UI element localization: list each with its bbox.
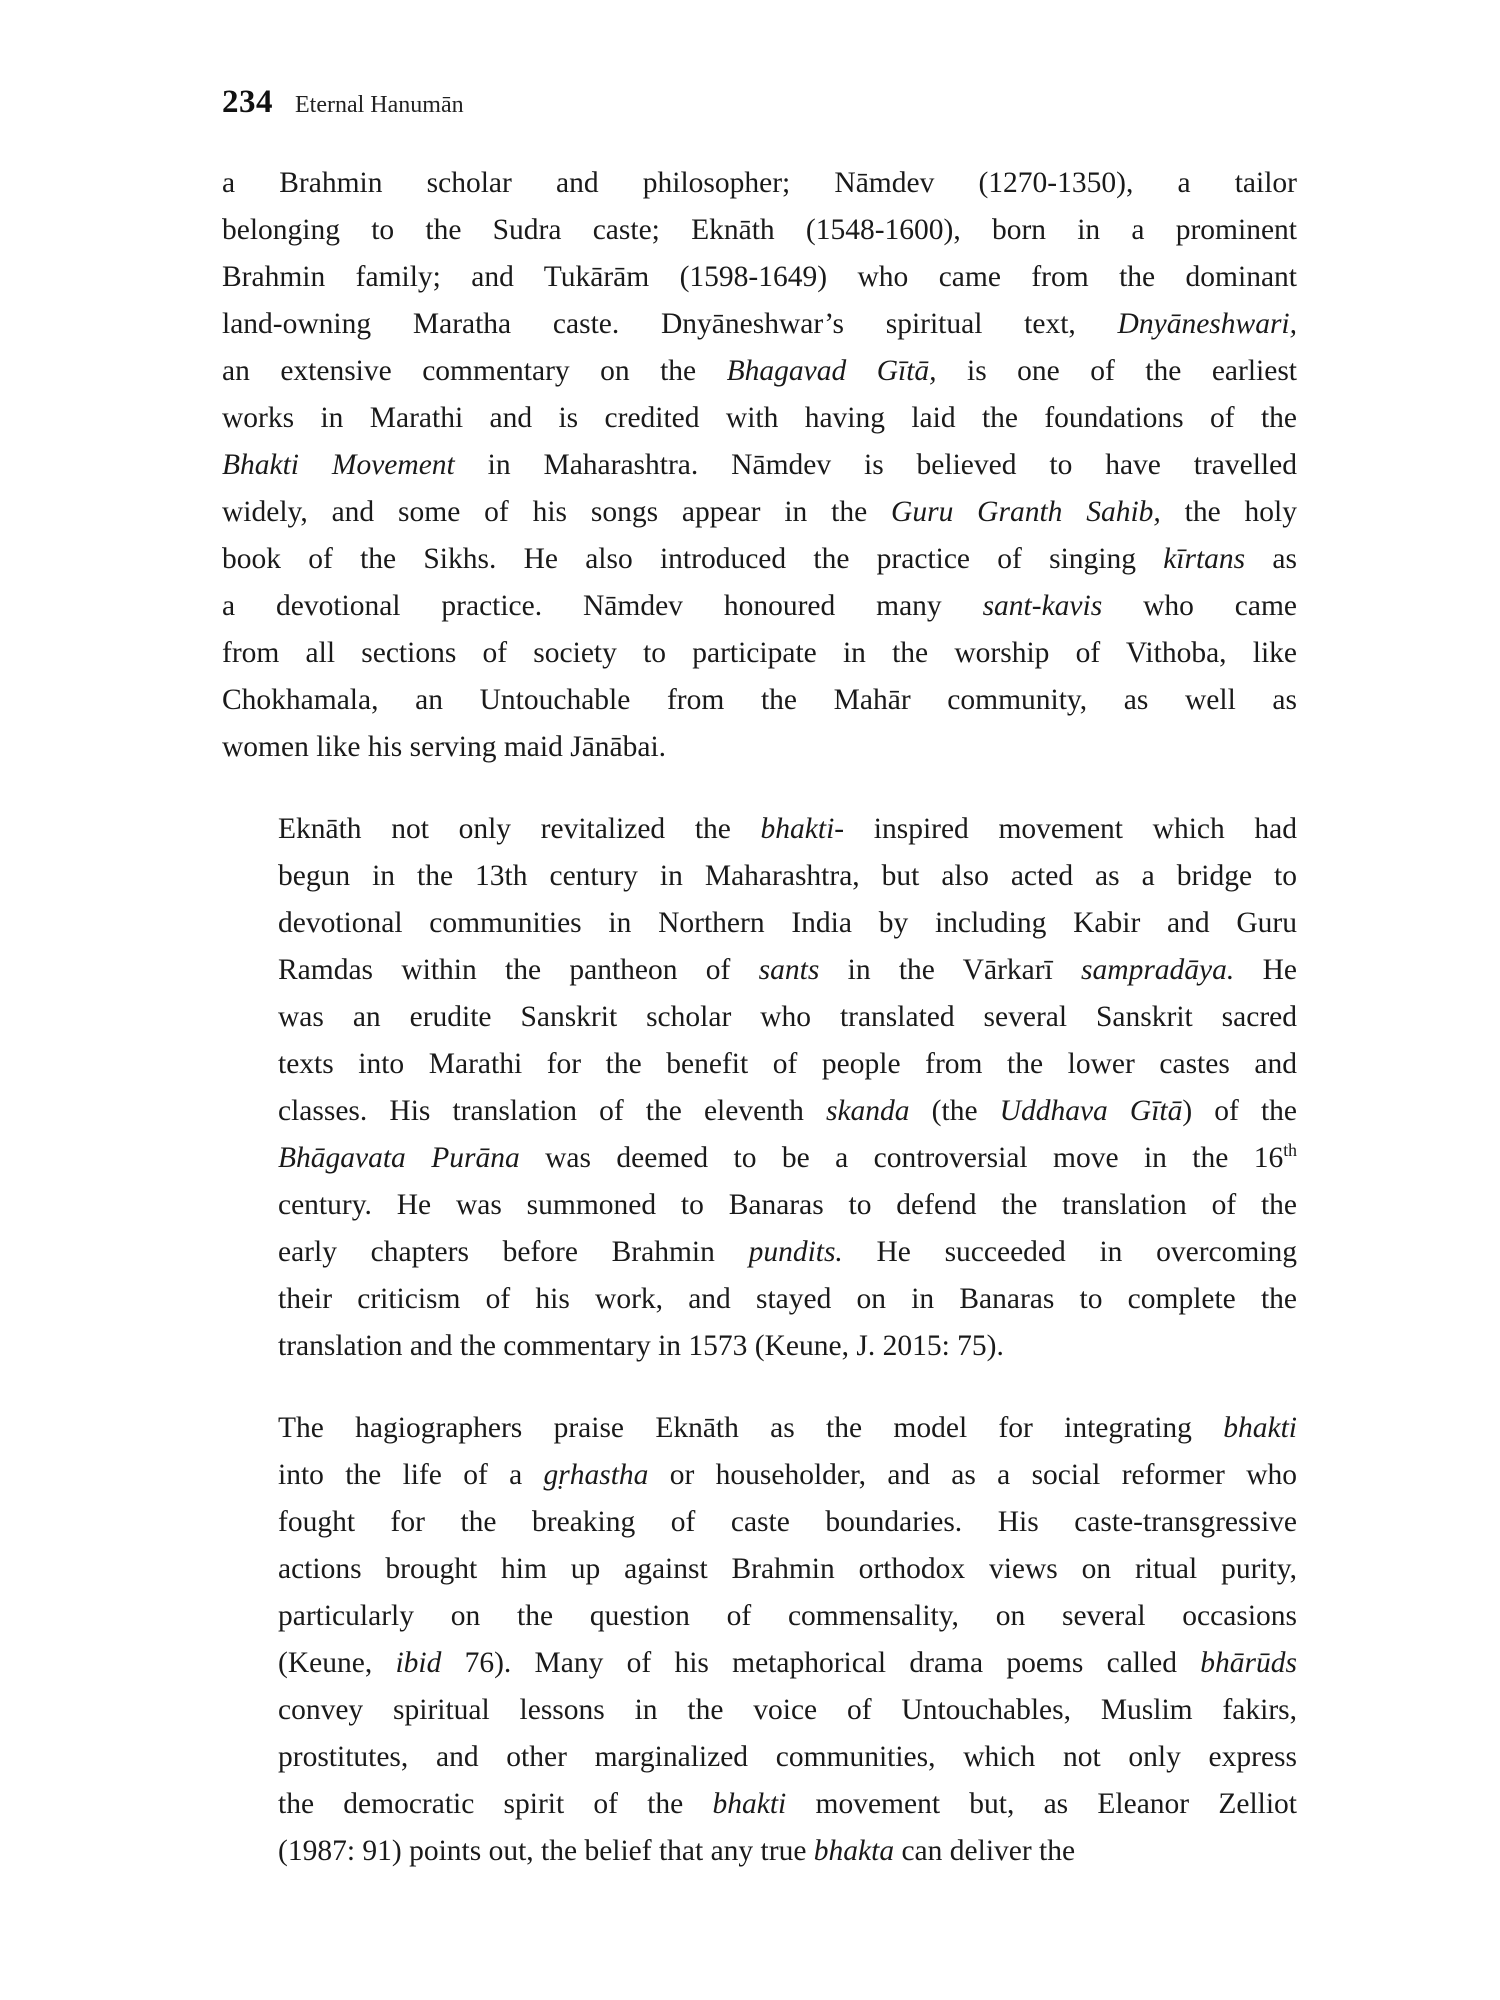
text-line [222, 442, 1297, 489]
text-line [222, 1229, 1297, 1276]
text-line [222, 900, 1297, 947]
text-line [222, 395, 1297, 442]
text-line [222, 1088, 1297, 1135]
italic-term: bhakti [760, 813, 835, 845]
italic-term: kīrtans [1163, 543, 1246, 575]
text-line [222, 630, 1297, 677]
text-run: Ramdas within the pantheon of [278, 954, 759, 986]
text-line [222, 301, 1297, 348]
text-run: th [1283, 1140, 1297, 1161]
text-run: movement but, as Eleanor Zelliot [786, 1788, 1297, 1820]
text-run: Brahmin family; and Tukārām (1598-1649) who came from the dominant [222, 261, 1297, 293]
text-line [222, 1041, 1297, 1088]
text-line [222, 348, 1297, 395]
text-line [222, 583, 1297, 630]
text-line [222, 1452, 1297, 1499]
text-run: works in Marathi and is credited with having laid the foundations of the [222, 402, 1297, 434]
text-run: belonging to the Sudra caste; Eknāth (1548-1600), born in a prominent [222, 214, 1297, 246]
text-run: land-owning Maratha caste. Dnyāneshwar’s spiritual text, [222, 308, 1118, 340]
italic-term: Uddhava Gītā [999, 1095, 1183, 1127]
text-run: book of the Sikhs. He also introduced the practice of singing [222, 543, 1164, 575]
text-line [222, 1135, 1297, 1182]
paragraph [222, 806, 1297, 1370]
page-header [222, 84, 464, 121]
paragraph [222, 160, 1297, 771]
text-run: ) of the [1182, 1095, 1297, 1127]
text-run: the democratic spirit of the [278, 1788, 713, 1820]
text-line [222, 853, 1297, 900]
italic-term: bhakta [813, 1835, 895, 1867]
text-run: Chokhamala, an Untouchable from the Mahār community, as well as [222, 684, 1297, 716]
text-run: fought for the breaking of caste boundaries. His caste-transgressive [278, 1506, 1297, 1538]
italic-term: skanda [825, 1095, 910, 1127]
text-run: or householder, and as a social reformer who [648, 1459, 1297, 1491]
text-line [222, 1276, 1297, 1323]
text-line [222, 489, 1297, 536]
text-run: devotional communities in Northern India by including Kabir and Guru [278, 907, 1297, 939]
text-run: in Maharashtra. Nāmdev is believed to have travelled [454, 449, 1297, 481]
italic-term: bhakti [712, 1788, 787, 1820]
italic-term: Guru Granth Sahib, [891, 496, 1161, 528]
text-run: classes. His translation of the eleventh [278, 1095, 826, 1127]
text-line [222, 724, 1297, 771]
page-number: 234 [222, 84, 273, 120]
text-run: was deemed to be a controversial move in the 16 [519, 1142, 1284, 1174]
text-run: (1987: 91) points out, the belief that any true [278, 1835, 814, 1867]
text-run: Eknāth not only revitalized the [278, 813, 761, 845]
text-line [222, 536, 1297, 583]
text-line [222, 1593, 1297, 1640]
text-run: into the life of a [278, 1459, 544, 1491]
italic-term: sants [758, 954, 820, 986]
text-line [222, 1687, 1297, 1734]
text-run: a devotional practice. Nāmdev honoured many [222, 590, 983, 622]
italic-term: bhārūds [1200, 1647, 1297, 1679]
text-run: from all sections of society to participate in the worship of Vithoba, like [222, 637, 1297, 669]
italic-term: sant-kavis [982, 590, 1103, 622]
text-run: (the [909, 1095, 1000, 1127]
text-run: 76). Many of his metaphorical drama poems called [441, 1647, 1201, 1679]
text-run: He [1234, 954, 1297, 986]
text-line [222, 1405, 1297, 1452]
italic-term: Bhakti Movement [222, 449, 455, 481]
italic-term: pundits. [748, 1236, 843, 1268]
text-line [222, 677, 1297, 724]
text-run: as [1245, 543, 1297, 575]
text-run: century. He was summoned to Banaras to defend the translation of the [278, 1189, 1297, 1221]
italic-term: gṛhastha [543, 1459, 649, 1491]
text-line [222, 1734, 1297, 1781]
text-run: actions brought him up against Brahmin orthodox views on ritual purity, [278, 1553, 1297, 1585]
text-run: an extensive commentary on the [222, 355, 727, 387]
italic-term: Bhāgavata Purāna [278, 1142, 520, 1174]
body-text [222, 160, 1297, 1875]
text-line [222, 1828, 1297, 1875]
text-line [222, 806, 1297, 853]
text-run: was an erudite Sanskrit scholar who translated several Sanskrit sacred [278, 1001, 1297, 1033]
italic-term: ibid [395, 1647, 442, 1679]
text-line [222, 160, 1297, 207]
text-run: a Brahmin scholar and philosopher; Nāmdev (1270-1350), a tailor [222, 167, 1297, 199]
text-run: The hagiographers praise Eknāth as the model for integrating [278, 1412, 1224, 1444]
text-line [222, 1546, 1297, 1593]
text-line [222, 1323, 1297, 1370]
text-line [222, 947, 1297, 994]
text-run: who came [1102, 590, 1297, 622]
text-run: translation and the commentary in 1573 (Keune, J. 2015: 75). [278, 1330, 1004, 1362]
text-line [222, 1640, 1297, 1687]
text-run: prostitutes, and other marginalized communities, which not only express [278, 1741, 1297, 1773]
text-run: He succeeded in overcoming [842, 1236, 1297, 1268]
text-run: their criticism of his work, and stayed on in Banaras to complete the [278, 1283, 1297, 1315]
text-run: is one of the earliest [936, 355, 1297, 387]
text-run: begun in the 13th century in Maharashtra, but also acted as a bridge to [278, 860, 1297, 892]
text-run: - inspired movement which had [834, 813, 1297, 845]
italic-term: Dnyāneshwari, [1117, 308, 1297, 340]
paragraph [222, 1405, 1297, 1875]
text-line [222, 254, 1297, 301]
italic-term: sampradāya. [1081, 954, 1235, 986]
text-line [222, 1182, 1297, 1229]
italic-term: Bhagavad Gītā, [726, 355, 937, 387]
running-title: Eternal Hanumān [295, 92, 464, 118]
text-run: can deliver the [894, 1835, 1076, 1867]
text-run: texts into Marathi for the benefit of people from the lower castes and [278, 1048, 1297, 1080]
text-line [222, 1781, 1297, 1828]
italic-term: bhakti [1223, 1412, 1297, 1444]
text-run: women like his serving maid Jānābai. [222, 731, 667, 763]
text-run: the holy [1160, 496, 1297, 528]
text-run: widely, and some of his songs appear in the [222, 496, 892, 528]
text-line [222, 1499, 1297, 1546]
text-run: convey spiritual lessons in the voice of Untouchables, Muslim fakirs, [278, 1694, 1297, 1726]
text-line [222, 207, 1297, 254]
text-run: early chapters before Brahmin [278, 1236, 749, 1268]
text-run: in the Vārkarī [819, 954, 1082, 986]
text-run: particularly on the question of commensality, on several occasions [278, 1600, 1297, 1632]
text-run: (Keune, [278, 1647, 396, 1679]
text-line [222, 994, 1297, 1041]
